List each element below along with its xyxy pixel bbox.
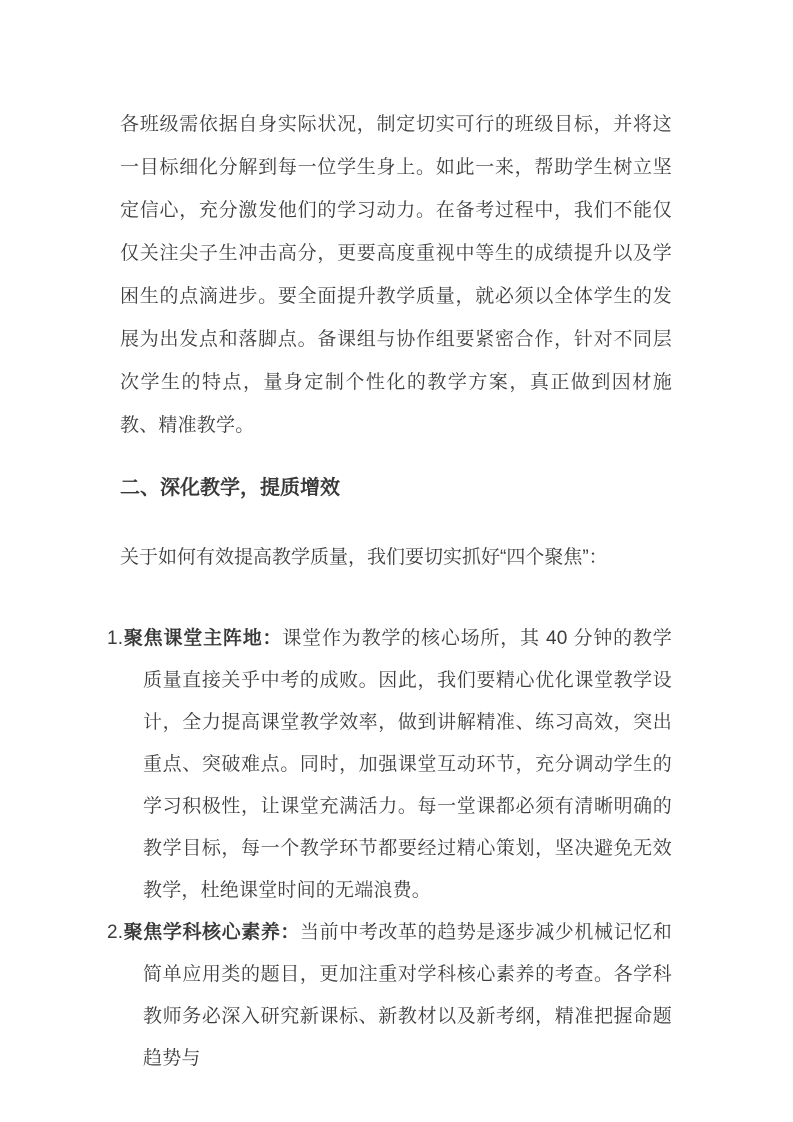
- focus-list: [107, 618, 673, 1080]
- focus-item-1-number: 1.: [107, 628, 124, 649]
- intro-paragraph-four-focuses: 关于如何有效提高教学质量，我们要切实抓好“四个聚焦”：: [120, 547, 608, 568]
- focus-item-1-text: 课堂作为教学的核心场所，其 40 分钟的教学质量直接关乎中考的成败。因此，我们要精心优化课堂教学设计，全力提高课堂教学效率，做到讲解精准、练习高效，突出重点、突破难点。同时，加强课堂互动环节，充分调动学生的学习积极性，让课堂充满活力。每一堂课都必须有清晰明确的教学目标，每一个教学环节都要经过精心策划，坚决避免无效教学，杜绝课堂时间的无端浪费。: [143, 628, 673, 901]
- focus-item-2-text: 当前中考改革的趋势是逐步减少机械记忆和简单应用类的题目，更加注重对学科核心素养的考查。各学科教师务必深入研究新课标、新教材以及新考纲，精准把握命题趋势与: [143, 922, 672, 1069]
- focus-item-1: [107, 618, 673, 912]
- focus-item-2-number: 2.: [107, 922, 124, 943]
- focus-item-2-label: 聚焦学科核心素养：: [123, 922, 301, 943]
- section-heading-deepen-teaching: 二、深化教学，提质增效: [120, 477, 340, 499]
- body-paragraph-class-goals: 各班级需依据自身实际状况，制定切实可行的班级目标，并将这一目标细化分解到每一位学生身上。如此一来，帮助学生树立坚定信心，充分激发他们的学习动力。在备考过程中，我们不能仅仅关注尖子生冲击高分，更要高度重视中等生的成绩提升以及学困生的点滴进步。要全面提升教学质量，就必须以全体学生的发展为出发点和落脚点。备课组与协作组要紧密合作，针对不同层次学生的特点，量身定制个性化的教学方案，真正做到因材施教、精准教学。: [120, 114, 672, 436]
- focus-item-1-label: 聚焦课堂主阵地：: [123, 628, 283, 649]
- focus-item-2: [107, 912, 672, 1080]
